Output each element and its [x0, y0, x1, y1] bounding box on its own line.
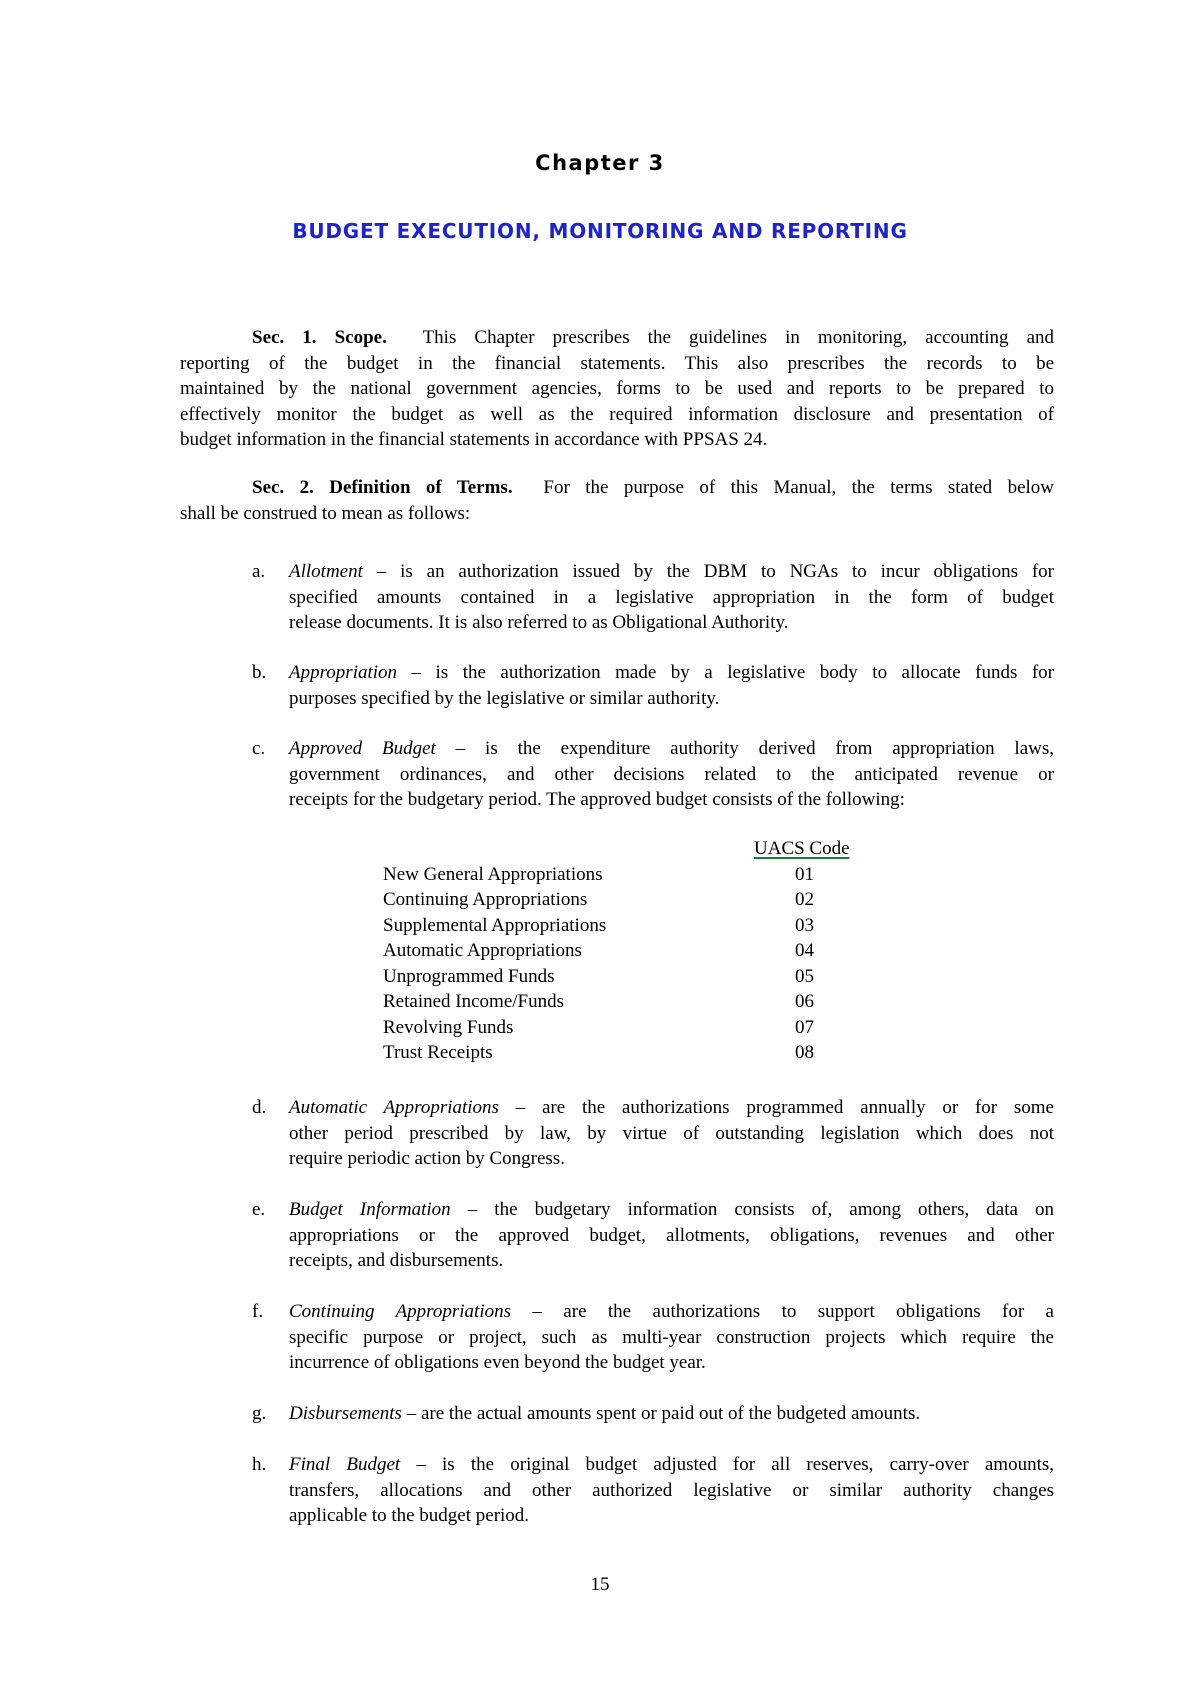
definition-term: Continuing Appropriations: [289, 1301, 511, 1322]
definition-line: specific purpose or project, such as multi-year construction projects which require the: [289, 1326, 1054, 1348]
chapter-number: Chapter 3: [535, 151, 665, 175]
definition-item: [252, 1095, 1054, 1172]
table-row: [383, 887, 883, 913]
definition-term: Final Budget: [289, 1454, 401, 1475]
definition-term: Approved Budget: [289, 738, 436, 759]
definition-line: – is the authorization made by a legislative body to allocate funds for: [397, 662, 1054, 683]
appropriation-name: Automatic Appropriations: [383, 940, 582, 961]
definition-item: [252, 559, 1054, 636]
section-2-definitions: [180, 475, 1054, 526]
section-1-label: Sec. 1.: [252, 327, 317, 348]
table-row: [383, 913, 883, 939]
definition-item: [252, 1299, 1054, 1376]
definition-line: applicable to the budget period.: [289, 1505, 530, 1526]
definition-line: receipts, and disbursements.: [289, 1250, 504, 1271]
uacs-code: 05: [795, 965, 814, 987]
section-1-line: effectively monitor the budget as well as the required information disclosure and presentation of: [180, 403, 1054, 425]
appropriation-name: Continuing Appropriations: [383, 889, 588, 910]
definition-line: – the budgetary information consists of, among others, data on: [450, 1199, 1054, 1220]
section-2-label: Sec. 2.: [252, 477, 314, 498]
uacs-code: 01: [795, 863, 814, 885]
uacs-code: 03: [795, 914, 814, 936]
appropriation-name: Unprogrammed Funds: [383, 965, 555, 987]
definition-line: government ordinances, and other decisions related to the anticipated revenue or: [289, 763, 1054, 785]
table-row: [383, 1040, 883, 1066]
table-row: [383, 1015, 883, 1041]
section-2-line: shall be construed to mean as follows:: [180, 502, 471, 524]
uacs-code: 02: [795, 889, 814, 910]
uacs-code: 07: [795, 1016, 814, 1038]
list-marker: e.: [252, 1199, 266, 1220]
definition-term: Appropriation: [289, 662, 398, 683]
uacs-code: 04: [795, 940, 814, 961]
appropriation-name: Revolving Funds: [383, 1016, 514, 1038]
list-marker: b.: [252, 662, 267, 683]
chapter-heading: BUDGET EXECUTION, MONITORING AND REPORTING: [292, 219, 908, 243]
definition-item: [252, 660, 1054, 711]
definition-line: – is the original budget adjusted for all reserves, carry-over amounts,: [400, 1454, 1055, 1475]
section-2-line: For the purpose of this Manual, the terms stated below: [543, 477, 1055, 498]
list-marker: g.: [252, 1403, 267, 1424]
section-1-line: This Chapter prescribes the guidelines in monitoring, accounting and: [422, 327, 1055, 348]
uacs-code: 06: [795, 991, 814, 1012]
table-row: [383, 989, 883, 1015]
section-1-title: Scope.: [334, 327, 387, 348]
section-1-line: budget information in the financial statements in accordance with PPSAS 24.: [180, 429, 768, 450]
definition-line: other period prescribed by law, by virtue of outstanding legislation which does not: [289, 1122, 1054, 1144]
table-row: [383, 862, 883, 888]
appropriation-name: Retained Income/Funds: [383, 991, 564, 1012]
appropriation-name: Trust Receipts: [383, 1042, 493, 1063]
definition-line: appropriations or the approved budget, allotments, obligations, revenues and other: [289, 1224, 1054, 1246]
section-2-title: Definition of Terms.: [329, 477, 513, 498]
definition-item: [252, 1452, 1054, 1529]
uacs-code: 08: [795, 1042, 814, 1063]
definition-line: – is an authorization issued by the DBM to NGAs to incur obligations for: [362, 561, 1054, 582]
section-1-line: reporting of the budget in the financial statements. This also prescribes the records to be: [180, 352, 1054, 374]
list-marker: f.: [252, 1301, 264, 1322]
definition-line: – is the expenditure authority derived from appropriation laws,: [435, 738, 1054, 759]
definition-item: [252, 736, 1054, 813]
definition-term: Automatic Appropriations: [289, 1097, 499, 1118]
definition-line: receipts for the budgetary period. The approved budget consists of the following:: [289, 789, 905, 810]
definition-line: specified amounts contained in a legislative appropriation in the form of budget: [289, 586, 1054, 608]
uacs-code-header: UACS Code: [754, 838, 850, 859]
table-row: [383, 938, 883, 964]
section-1-scope: [180, 325, 1054, 453]
definition-term: Allotment: [289, 561, 363, 582]
list-marker: d.: [252, 1097, 267, 1118]
definition-line: – are the actual amounts spent or paid out of the budgeted amounts.: [401, 1403, 921, 1424]
section-1-line: maintained by the national government agencies, forms to be used and reports to be prepared to: [180, 378, 1054, 399]
table-row: [383, 964, 883, 990]
list-marker: c.: [252, 738, 266, 759]
appropriation-name: Supplemental Appropriations: [383, 914, 607, 936]
definition-line: purposes specified by the legislative or similar authority.: [289, 687, 720, 709]
definition-line: incurrence of obligations even beyond the budget year.: [289, 1352, 706, 1373]
list-marker: h.: [252, 1454, 267, 1475]
definition-line: – are the authorizations to support obligations for a: [511, 1301, 1054, 1322]
definition-line: release documents. It is also referred to as Obligational Authority.: [289, 612, 789, 633]
page-number: 15: [590, 1574, 610, 1595]
definition-term: Disbursements: [289, 1403, 402, 1424]
list-marker: a.: [252, 561, 266, 582]
definition-item: [252, 1197, 1054, 1274]
definition-line: require periodic action by Congress.: [289, 1148, 565, 1169]
appropriation-name: New General Appropriations: [383, 863, 603, 885]
definition-item: [252, 1401, 1054, 1427]
definition-line: – are the authorizations programmed annually or for some: [498, 1097, 1054, 1118]
definition-line: transfers, allocations and other authorized legislative or similar authority changes: [289, 1479, 1054, 1501]
definition-term: Budget Information: [289, 1199, 451, 1220]
